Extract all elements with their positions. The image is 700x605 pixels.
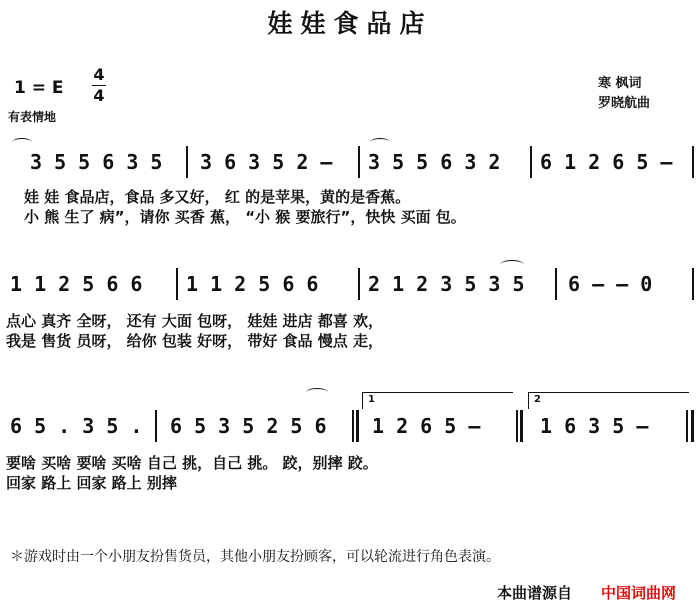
lyric-verse-2: 我是 售货 员呀， 给你 包装 好呀， 带好 食品 慢点 走， xyxy=(6,332,384,350)
barline xyxy=(176,268,178,300)
measure-notes: 3 6 3 5 2 – xyxy=(200,150,333,174)
measure-notes: 6 – – 0 xyxy=(568,272,653,296)
key-signature: 1 = E xyxy=(14,78,64,98)
meter-bottom: 4 xyxy=(93,86,105,105)
score-system-3 xyxy=(0,388,700,498)
measure-notes: 6 5 3 5 2 5 6 xyxy=(170,414,327,438)
slur-mark xyxy=(12,138,32,147)
meter-top: 4 xyxy=(93,65,105,84)
score-system-1 xyxy=(0,138,700,248)
time-signature xyxy=(92,66,106,105)
barline xyxy=(530,146,532,178)
barline xyxy=(358,268,360,300)
notes-row xyxy=(0,272,700,302)
measure-notes: 1 2 6 5 – xyxy=(372,414,481,438)
measure-notes: 6 1 2 6 5 – xyxy=(540,150,673,174)
slur-mark xyxy=(500,260,524,269)
barline xyxy=(358,146,360,178)
measure-notes: 1 1 2 5 6 6 xyxy=(10,272,143,296)
volta-number-2: 2 xyxy=(534,394,541,405)
repeat-end-barline xyxy=(520,410,523,442)
measure-notes: 3 5 5 6 3 5 xyxy=(30,150,163,174)
lyric-verse-1: 要啥 买啥 要啥 买啥 自己 挑，自己 挑。 跤，别摔 跤。 xyxy=(6,454,378,472)
slur-mark xyxy=(370,138,390,147)
slur-mark xyxy=(306,388,328,397)
measure-notes: 2 1 2 3 5 3 5 xyxy=(368,272,525,296)
measure-notes: 1 6 3 5 – xyxy=(540,414,649,438)
measure-notes: 3 5 5 6 3 2 xyxy=(368,150,501,174)
barline xyxy=(352,410,354,442)
barline xyxy=(692,268,694,300)
barline xyxy=(155,410,157,442)
lyric-verse-1: 点心 真齐 全呀， 还有 大面 包呀， 娃娃 进店 都喜 欢， xyxy=(6,312,384,330)
repeat-start-barline xyxy=(356,410,359,442)
barline xyxy=(686,410,688,442)
lyric-verse-2: 小 熊 生了 病”，请你 买香 蕉， “小 猴 要旅行”，快快 买面 包。 xyxy=(24,208,466,226)
performance-footnote: ＊游戏时由一个小朋友扮售货员，其他小朋友扮顾客，可以轮流进行角色表演。 xyxy=(10,549,500,565)
volta-number-1: 1 xyxy=(368,394,375,405)
source-label: 本曲谱源自 xyxy=(497,584,573,602)
lyric-verse-2: 回家 路上 回家 路上 别摔 xyxy=(6,474,177,492)
source-site-link[interactable]: 中国词曲网 xyxy=(601,584,677,602)
volta-bracket-1 xyxy=(362,392,513,409)
notes-row xyxy=(0,150,700,180)
barline xyxy=(692,146,694,178)
volta-bracket-2 xyxy=(528,392,689,409)
lyric-verse-1: 娃 娃 食品店，食品 多又好， 红 的是苹果，黄的是香蕉。 xyxy=(24,188,411,206)
barline xyxy=(555,268,557,300)
measure-notes: 1 1 2 5 6 6 xyxy=(186,272,319,296)
tempo-mood-marking: 有表情地 xyxy=(8,110,57,124)
lyricist-credit: 寒 枫词 xyxy=(598,76,642,91)
barline xyxy=(516,410,518,442)
composer-credit: 罗晓航曲 xyxy=(598,96,651,111)
measure-notes: 6 5 . 3 5 . xyxy=(10,414,143,438)
song-title: 娃娃食品店 xyxy=(267,9,433,38)
notes-row xyxy=(0,414,700,444)
score-system-2 xyxy=(0,258,700,358)
barline xyxy=(186,146,188,178)
final-barline xyxy=(691,410,694,442)
